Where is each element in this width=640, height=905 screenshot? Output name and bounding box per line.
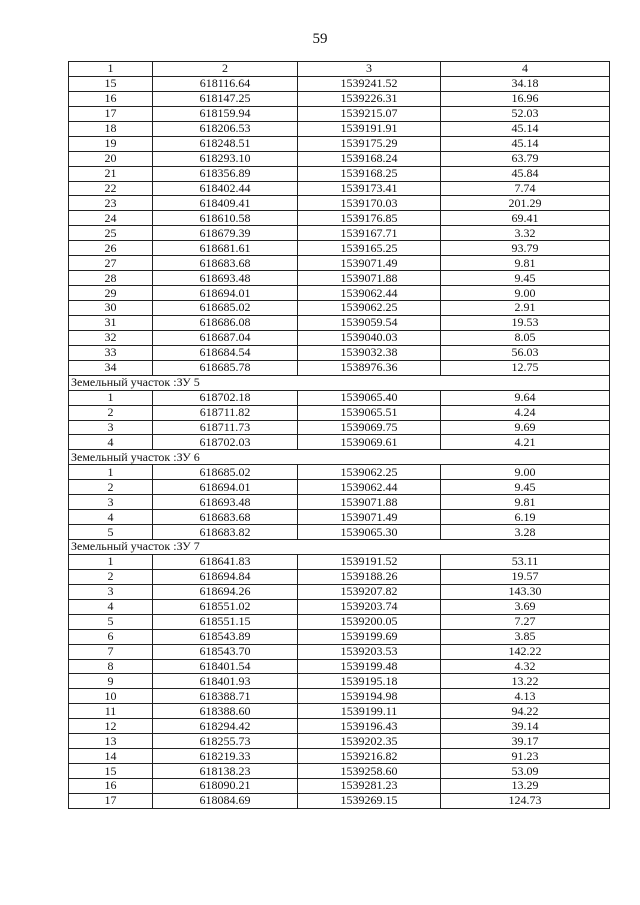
cell-point-number: 34 [69,360,153,375]
cell-y-coordinate: 1539195.18 [298,674,441,689]
cell-distance: 4.21 [441,435,610,450]
cell-x-coordinate: 618693.48 [153,271,298,286]
table-row [69,301,610,316]
table-row [69,106,610,121]
cell-point-number: 5 [69,614,153,629]
table-row [69,286,610,301]
cell-distance: 7.74 [441,181,610,196]
cell-distance: 19.53 [441,315,610,330]
cell-y-coordinate: 1539191.91 [298,121,441,136]
cell-point-number: 12 [69,719,153,734]
cell-distance: 93.79 [441,241,610,256]
cell-distance: 9.81 [441,495,610,510]
table-row [69,629,610,644]
table-row [69,76,610,91]
cell-x-coordinate: 618388.60 [153,704,298,719]
cell-distance: 7.27 [441,614,610,629]
cell-y-coordinate: 1539168.24 [298,151,441,166]
cell-point-number: 7 [69,644,153,659]
cell-y-coordinate: 1539071.49 [298,510,441,525]
cell-x-coordinate: 618248.51 [153,136,298,151]
cell-y-coordinate: 1539071.88 [298,271,441,286]
cell-distance: 45.14 [441,136,610,151]
cell-point-number: 31 [69,315,153,330]
cell-point-number: 11 [69,704,153,719]
cell-distance: 39.17 [441,734,610,749]
cell-x-coordinate: 618255.73 [153,734,298,749]
section-row [69,540,610,555]
cell-y-coordinate: 1539165.25 [298,241,441,256]
table-row [69,121,610,136]
cell-x-coordinate: 618388.71 [153,689,298,704]
cell-distance: 9.64 [441,390,610,405]
cell-y-coordinate: 1539173.41 [298,181,441,196]
cell-y-coordinate: 1539071.88 [298,495,441,510]
table-row [69,734,610,749]
cell-distance: 63.79 [441,151,610,166]
cell-x-coordinate: 618084.69 [153,793,298,808]
table-row [69,420,610,435]
cell-point-number: 9 [69,674,153,689]
cell-distance: 4.13 [441,689,610,704]
header-col-point: 1 [69,62,153,77]
cell-point-number: 33 [69,345,153,360]
cell-x-coordinate: 618683.68 [153,256,298,271]
cell-y-coordinate: 1539199.11 [298,704,441,719]
cell-y-coordinate: 1539176.85 [298,211,441,226]
cell-distance: 69.41 [441,211,610,226]
cell-distance: 8.05 [441,330,610,345]
cell-y-coordinate: 1539194.98 [298,689,441,704]
table-row [69,345,610,360]
cell-distance: 4.24 [441,405,610,420]
cell-point-number: 18 [69,121,153,136]
table-row [69,569,610,584]
cell-point-number: 19 [69,136,153,151]
table-row [69,495,610,510]
cell-y-coordinate: 1538976.36 [298,360,441,375]
table-row [69,256,610,271]
table-row [69,584,610,599]
cell-point-number: 30 [69,301,153,316]
cell-x-coordinate: 618684.54 [153,345,298,360]
cell-point-number: 1 [69,554,153,569]
cell-y-coordinate: 1539281.23 [298,779,441,794]
table-row [69,271,610,286]
cell-distance: 3.69 [441,599,610,614]
cell-distance: 9.45 [441,271,610,286]
cell-y-coordinate: 1539258.60 [298,764,441,779]
cell-x-coordinate: 618356.89 [153,166,298,181]
cell-y-coordinate: 1539167.71 [298,226,441,241]
cell-x-coordinate: 618693.48 [153,495,298,510]
section-row [69,375,610,390]
cell-y-coordinate: 1539226.31 [298,91,441,106]
table-row [69,614,610,629]
cell-x-coordinate: 618679.39 [153,226,298,241]
cell-y-coordinate: 1539062.25 [298,465,441,480]
cell-distance: 3.32 [441,226,610,241]
cell-distance: 142.22 [441,644,610,659]
cell-distance: 16.96 [441,91,610,106]
cell-x-coordinate: 618159.94 [153,106,298,121]
cell-x-coordinate: 618711.82 [153,405,298,420]
cell-distance: 53.11 [441,554,610,569]
cell-y-coordinate: 1539216.82 [298,749,441,764]
cell-point-number: 28 [69,271,153,286]
cell-x-coordinate: 618402.44 [153,181,298,196]
table-row [69,525,610,540]
table-row [69,435,610,450]
cell-x-coordinate: 618610.58 [153,211,298,226]
table-row [69,659,610,674]
cell-x-coordinate: 618551.02 [153,599,298,614]
cell-distance: 34.18 [441,76,610,91]
cell-y-coordinate: 1539215.07 [298,106,441,121]
table-row [69,779,610,794]
cell-distance: 45.84 [441,166,610,181]
cell-x-coordinate: 618694.01 [153,286,298,301]
cell-y-coordinate: 1539059.54 [298,315,441,330]
table-row [69,764,610,779]
cell-y-coordinate: 1539269.15 [298,793,441,808]
cell-point-number: 8 [69,659,153,674]
cell-distance: 6.19 [441,510,610,525]
table-row [69,181,610,196]
table-row [69,554,610,569]
cell-y-coordinate: 1539065.51 [298,405,441,420]
cell-y-coordinate: 1539062.25 [298,301,441,316]
cell-distance: 201.29 [441,196,610,211]
cell-point-number: 2 [69,569,153,584]
table-row [69,166,610,181]
cell-y-coordinate: 1539040.03 [298,330,441,345]
cell-x-coordinate: 618147.25 [153,91,298,106]
cell-y-coordinate: 1539062.44 [298,286,441,301]
cell-distance: 124.73 [441,793,610,808]
cell-point-number: 2 [69,480,153,495]
cell-y-coordinate: 1539199.69 [298,629,441,644]
cell-x-coordinate: 618409.41 [153,196,298,211]
cell-y-coordinate: 1539200.05 [298,614,441,629]
cell-x-coordinate: 618711.73 [153,420,298,435]
section-title: Земельный участок :ЗУ 7 [69,540,610,555]
cell-distance: 91.23 [441,749,610,764]
cell-x-coordinate: 618641.83 [153,554,298,569]
cell-point-number: 3 [69,584,153,599]
cell-y-coordinate: 1539032.38 [298,345,441,360]
cell-distance: 9.45 [441,480,610,495]
cell-y-coordinate: 1539199.48 [298,659,441,674]
table-row [69,151,610,166]
cell-distance: 56.03 [441,345,610,360]
cell-distance: 39.14 [441,719,610,734]
table-row [69,360,610,375]
cell-y-coordinate: 1539069.61 [298,435,441,450]
cell-distance: 13.22 [441,674,610,689]
header-col-y: 3 [298,62,441,77]
cell-x-coordinate: 618294.42 [153,719,298,734]
cell-point-number: 24 [69,211,153,226]
header-col-x: 2 [153,62,298,77]
cell-point-number: 2 [69,405,153,420]
table-row [69,719,610,734]
table-row [69,749,610,764]
cell-x-coordinate: 618090.21 [153,779,298,794]
cell-point-number: 4 [69,510,153,525]
cell-y-coordinate: 1539188.26 [298,569,441,584]
cell-point-number: 14 [69,749,153,764]
cell-x-coordinate: 618401.54 [153,659,298,674]
cell-point-number: 1 [69,465,153,480]
cell-point-number: 6 [69,629,153,644]
table-row [69,405,610,420]
cell-x-coordinate: 618685.78 [153,360,298,375]
cell-y-coordinate: 1539062.44 [298,480,441,495]
coordinates-table [68,61,610,809]
cell-x-coordinate: 618685.02 [153,301,298,316]
cell-x-coordinate: 618293.10 [153,151,298,166]
cell-distance: 52.03 [441,106,610,121]
cell-point-number: 15 [69,764,153,779]
cell-x-coordinate: 618543.70 [153,644,298,659]
header-col-distance: 4 [441,62,610,77]
cell-y-coordinate: 1539203.74 [298,599,441,614]
cell-y-coordinate: 1539168.25 [298,166,441,181]
cell-x-coordinate: 618694.84 [153,569,298,584]
cell-x-coordinate: 618694.01 [153,480,298,495]
cell-point-number: 17 [69,793,153,808]
cell-y-coordinate: 1539196.43 [298,719,441,734]
cell-point-number: 27 [69,256,153,271]
cell-y-coordinate: 1539065.30 [298,525,441,540]
cell-distance: 19.57 [441,569,610,584]
table-row [69,136,610,151]
table-row [69,330,610,345]
cell-point-number: 25 [69,226,153,241]
table-row [69,91,610,106]
table-row [69,196,610,211]
table-row [69,390,610,405]
table-row [69,644,610,659]
cell-x-coordinate: 618683.82 [153,525,298,540]
cell-x-coordinate: 618543.89 [153,629,298,644]
cell-x-coordinate: 618206.53 [153,121,298,136]
cell-point-number: 16 [69,779,153,794]
page-number: 59 [312,31,328,47]
cell-point-number: 4 [69,435,153,450]
cell-point-number: 29 [69,286,153,301]
cell-point-number: 15 [69,76,153,91]
cell-distance: 13.29 [441,779,610,794]
cell-point-number: 16 [69,91,153,106]
cell-distance: 3.28 [441,525,610,540]
cell-x-coordinate: 618687.04 [153,330,298,345]
cell-distance: 53.09 [441,764,610,779]
section-title: Земельный участок :ЗУ 5 [69,375,610,390]
cell-point-number: 22 [69,181,153,196]
cell-distance: 9.00 [441,465,610,480]
table-row [69,211,610,226]
cell-point-number: 17 [69,106,153,121]
cell-point-number: 4 [69,599,153,614]
table-row [69,241,610,256]
section-title: Земельный участок :ЗУ 6 [69,450,610,465]
cell-point-number: 32 [69,330,153,345]
cell-point-number: 5 [69,525,153,540]
section-row [69,450,610,465]
table-row [69,793,610,808]
cell-x-coordinate: 618685.02 [153,465,298,480]
cell-y-coordinate: 1539065.40 [298,390,441,405]
table-row [69,510,610,525]
cell-y-coordinate: 1539175.29 [298,136,441,151]
table-header [69,62,610,77]
cell-point-number: 26 [69,241,153,256]
table-row [69,689,610,704]
cell-point-number: 20 [69,151,153,166]
cell-x-coordinate: 618683.68 [153,510,298,525]
cell-y-coordinate: 1539203.53 [298,644,441,659]
cell-y-coordinate: 1539207.82 [298,584,441,599]
cell-y-coordinate: 1539202.35 [298,734,441,749]
table-body [69,76,610,808]
cell-x-coordinate: 618138.23 [153,764,298,779]
cell-x-coordinate: 618702.18 [153,390,298,405]
cell-x-coordinate: 618401.93 [153,674,298,689]
cell-x-coordinate: 618686.08 [153,315,298,330]
cell-point-number: 23 [69,196,153,211]
table-row [69,674,610,689]
cell-distance: 2.91 [441,301,610,316]
cell-x-coordinate: 618116.64 [153,76,298,91]
table-row [69,599,610,614]
cell-x-coordinate: 618551.15 [153,614,298,629]
table-row [69,465,610,480]
table-row [69,480,610,495]
table-row [69,226,610,241]
cell-distance: 9.00 [441,286,610,301]
cell-point-number: 3 [69,420,153,435]
cell-x-coordinate: 618702.03 [153,435,298,450]
cell-x-coordinate: 618219.33 [153,749,298,764]
cell-point-number: 1 [69,390,153,405]
cell-y-coordinate: 1539069.75 [298,420,441,435]
cell-distance: 94.22 [441,704,610,719]
cell-distance: 12.75 [441,360,610,375]
cell-distance: 143.30 [441,584,610,599]
cell-y-coordinate: 1539071.49 [298,256,441,271]
cell-x-coordinate: 618681.61 [153,241,298,256]
table-row [69,315,610,330]
cell-distance: 4.32 [441,659,610,674]
cell-distance: 9.81 [441,256,610,271]
cell-distance: 45.14 [441,121,610,136]
cell-y-coordinate: 1539191.52 [298,554,441,569]
cell-distance: 9.69 [441,420,610,435]
cell-y-coordinate: 1539241.52 [298,76,441,91]
cell-point-number: 13 [69,734,153,749]
cell-x-coordinate: 618694.26 [153,584,298,599]
cell-point-number: 21 [69,166,153,181]
cell-point-number: 10 [69,689,153,704]
cell-y-coordinate: 1539170.03 [298,196,441,211]
table-row [69,704,610,719]
cell-distance: 3.85 [441,629,610,644]
header-row [69,62,610,77]
cell-point-number: 3 [69,495,153,510]
